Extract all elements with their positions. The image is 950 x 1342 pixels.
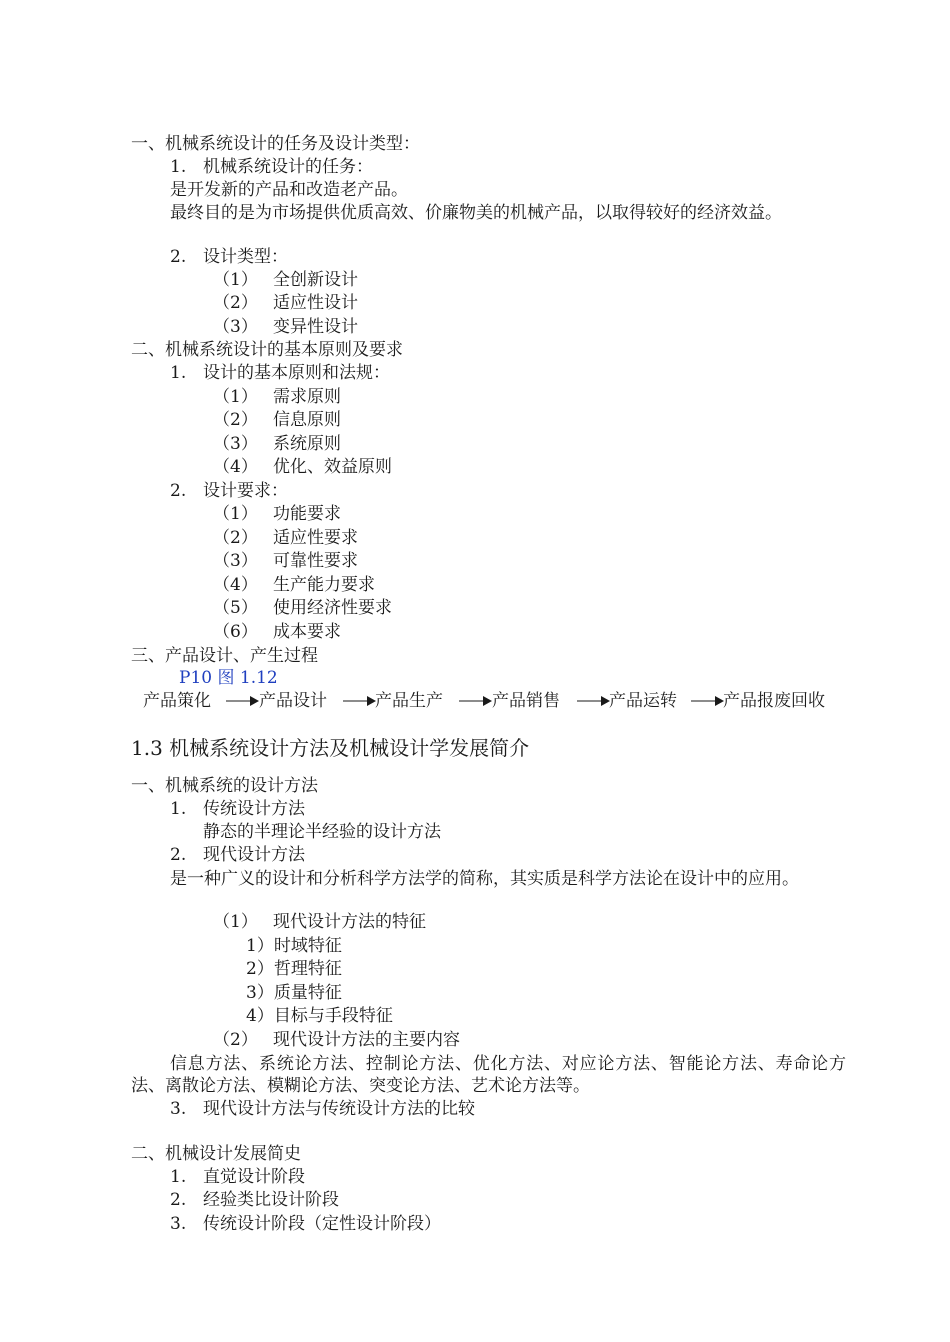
arrow-right-icon xyxy=(691,695,725,707)
section-title: 三、产品设计、产生过程 xyxy=(131,646,318,666)
list-item xyxy=(213,292,358,314)
numbered-item xyxy=(170,362,390,384)
item-label: 哲理特征 xyxy=(273,959,342,979)
item-label: 经验类比设计阶段 xyxy=(203,1190,339,1210)
numbered-item xyxy=(170,1189,339,1211)
item-number: 2. xyxy=(170,481,187,501)
paragraph: 是一种广义的设计和分析科学方法学的简称，其实质是科学方法论在设计中的应用。 xyxy=(170,869,799,889)
item-number: （2） xyxy=(213,528,258,548)
item-label: 目标与手段特征 xyxy=(273,1006,393,1026)
item-number: （2） xyxy=(213,1030,258,1050)
item-number: （1） xyxy=(213,270,258,290)
list-item xyxy=(213,269,358,291)
item-number: （6） xyxy=(213,622,258,642)
flow-step: 产品生产 xyxy=(375,691,443,711)
flow-step: 产品设计 xyxy=(259,691,327,711)
item-label: 现代设计方法的主要内容 xyxy=(273,1030,460,1050)
section-title: 二、机械系统设计的基本原则及要求 xyxy=(131,340,403,360)
item-label: 生产能力要求 xyxy=(273,575,375,595)
item-number: 2. xyxy=(170,1190,187,1210)
numbered-item xyxy=(170,844,305,866)
flow-step: 产品运转 xyxy=(609,691,677,711)
item-number: 3. xyxy=(170,1214,187,1234)
paragraph: 是开发新的产品和改造老产品。 xyxy=(170,180,408,200)
item-label: 质量特征 xyxy=(273,983,342,1003)
list-item xyxy=(213,621,341,643)
item-number: （1） xyxy=(213,504,258,524)
item-label: 功能要求 xyxy=(273,504,341,524)
sub-list-item xyxy=(246,958,342,980)
item-label: 系统原则 xyxy=(273,434,341,454)
item-label: 现代设计方法 xyxy=(203,845,305,865)
item-label: 传统设计方法 xyxy=(203,799,305,819)
section-title: 一、机械系统设计的任务及设计类型： xyxy=(131,134,420,154)
item-number: （1） xyxy=(213,912,258,932)
arrow-right-icon xyxy=(343,695,377,707)
numbered-item xyxy=(170,156,373,178)
section-title: 二、机械设计发展简史 xyxy=(131,1144,301,1164)
item-label: 现代设计方法的特征 xyxy=(273,912,426,932)
figure-reference: P10 图 1.12 xyxy=(179,668,278,688)
item-label: 设计的基本原则和法规： xyxy=(203,363,390,383)
item-label: 变异性设计 xyxy=(273,317,358,337)
item-label: 可靠性要求 xyxy=(273,551,358,571)
list-item xyxy=(213,1029,460,1051)
item-label: 成本要求 xyxy=(273,622,341,642)
sub-list-item xyxy=(246,935,342,957)
list-item xyxy=(213,433,341,455)
flow-step: 产品报废回收 xyxy=(723,691,825,711)
list-item xyxy=(213,456,392,478)
numbered-item xyxy=(170,1098,475,1120)
item-label: 适应性要求 xyxy=(273,528,358,548)
numbered-item xyxy=(170,480,288,502)
item-label: 使用经济性要求 xyxy=(273,598,392,618)
chapter-heading: 1.3 机械系统设计方法及机械设计学发展简介 xyxy=(131,736,530,760)
item-number: （3） xyxy=(213,434,258,454)
paragraph: 静态的半理论半经验的设计方法 xyxy=(203,822,441,842)
flow-step: 产品销售 xyxy=(492,691,560,711)
item-number: 2. xyxy=(170,845,187,865)
item-label: 需求原则 xyxy=(273,387,341,407)
item-number: （3） xyxy=(213,317,258,337)
item-label: 时域特征 xyxy=(273,936,342,956)
sub-list-item xyxy=(246,1005,393,1027)
arrow-right-icon xyxy=(577,695,611,707)
item-number: 1. xyxy=(170,799,187,819)
item-label: 适应性设计 xyxy=(273,293,358,313)
arrow-right-icon xyxy=(226,695,260,707)
item-label: 信息原则 xyxy=(273,410,341,430)
item-number: （2） xyxy=(213,293,258,313)
arrow-right-icon xyxy=(459,695,493,707)
item-number: 2） xyxy=(246,959,274,979)
item-label: 直觉设计阶段 xyxy=(203,1167,305,1187)
list-item xyxy=(213,911,426,933)
list-item xyxy=(213,409,341,431)
paragraph: 最终目的是为市场提供优质高效、价廉物美的机械产品，以取得较好的经济效益。 xyxy=(170,203,782,223)
list-item xyxy=(213,316,358,338)
item-number: （2） xyxy=(213,410,258,430)
list-item xyxy=(213,550,358,572)
item-label: 设计要求： xyxy=(203,481,288,501)
section-title: 一、机械系统的设计方法 xyxy=(131,776,318,796)
item-number: （3） xyxy=(213,551,258,571)
item-label: 优化、效益原则 xyxy=(273,457,392,477)
item-number: 3） xyxy=(246,983,274,1003)
item-number: （5） xyxy=(213,598,258,618)
numbered-item xyxy=(170,798,305,820)
numbered-item xyxy=(170,1213,441,1235)
item-number: 3. xyxy=(170,1099,187,1119)
item-number: 1. xyxy=(170,363,187,383)
sub-list-item xyxy=(246,982,342,1004)
paragraph: 信息方法、系统论方法、控制论方法、优化方法、对应论方法、智能论方法、寿命论方法、离散论方法、模糊论方法、突变论方法、艺术论方法等。 xyxy=(131,1054,846,1096)
item-number: （4） xyxy=(213,575,258,595)
item-label: 全创新设计 xyxy=(273,270,358,290)
list-item xyxy=(213,503,341,525)
numbered-item xyxy=(170,246,288,268)
item-label: 设计类型： xyxy=(203,247,288,267)
list-item xyxy=(213,386,341,408)
numbered-item xyxy=(170,1166,305,1188)
item-number: 2. xyxy=(170,247,187,267)
item-label: 机械系统设计的任务： xyxy=(203,157,373,177)
item-number: （4） xyxy=(213,457,258,477)
item-label: 现代设计方法与传统设计方法的比较 xyxy=(203,1099,475,1119)
item-number: 1. xyxy=(170,1167,187,1187)
item-number: 4） xyxy=(246,1006,274,1026)
list-item xyxy=(213,574,375,596)
item-label: 传统设计阶段（定性设计阶段） xyxy=(203,1214,441,1234)
item-number: （1） xyxy=(213,387,258,407)
list-item xyxy=(213,597,392,619)
list-item xyxy=(213,527,358,549)
item-number: 1） xyxy=(246,936,274,956)
item-number: 1. xyxy=(170,157,187,177)
flow-step: 产品策化 xyxy=(143,691,211,711)
